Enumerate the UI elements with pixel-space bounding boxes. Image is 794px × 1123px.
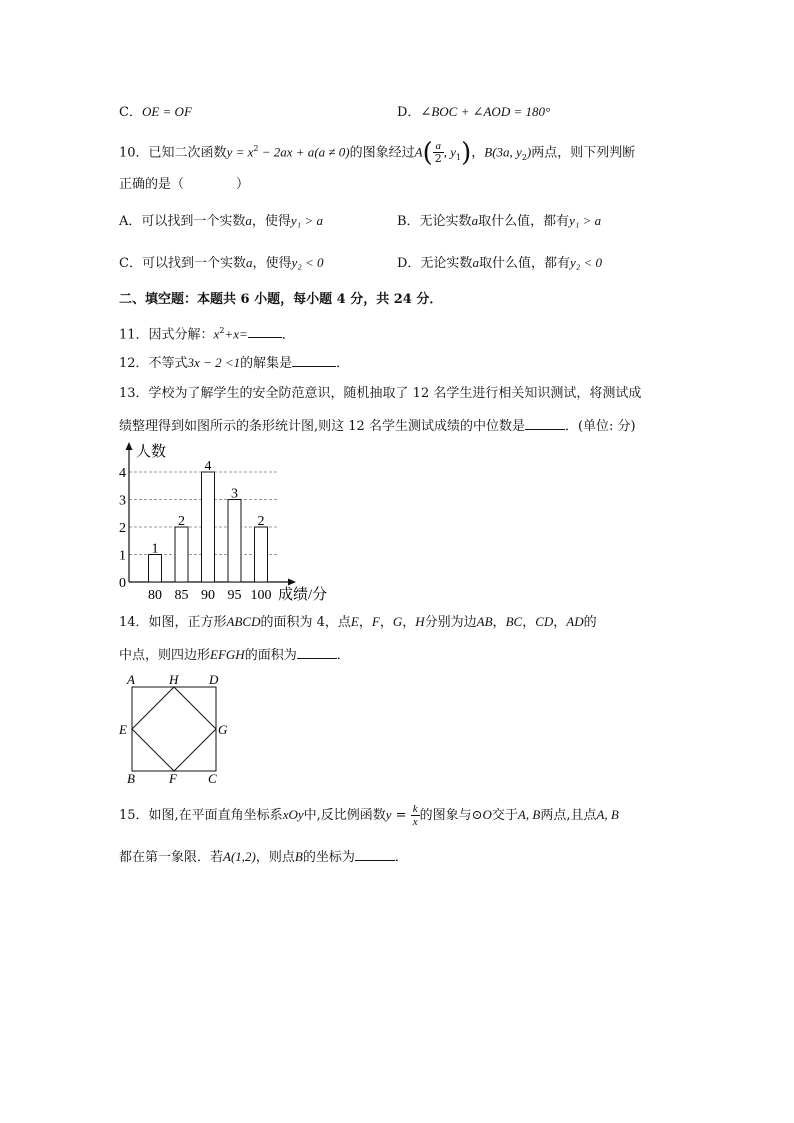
q14-sep-4: ， xyxy=(492,615,506,630)
q15-text-a: 15．如图,在平面直角坐标系 xyxy=(119,808,283,823)
bar xyxy=(255,527,268,582)
y-tick-label: 0 xyxy=(119,576,126,591)
q13-line2 xyxy=(119,416,636,436)
q15-point-b: B xyxy=(294,849,303,864)
bar xyxy=(149,555,162,583)
q10-option-c-text: C．可以找到一个实数 xyxy=(119,256,246,271)
bar xyxy=(202,472,215,582)
q14-answer-blank[interactable] xyxy=(297,645,337,659)
q11-line xyxy=(119,322,295,344)
q10-option-b xyxy=(397,212,601,231)
q15-frac-num: k xyxy=(412,803,418,815)
q10-point-b: B(3a, y xyxy=(484,144,522,160)
x-axis-label: 成绩/分 xyxy=(278,587,328,603)
q10-func-rest: − 2ax + a xyxy=(258,144,315,160)
q14-sep-3: ， xyxy=(402,615,416,630)
label-c: C xyxy=(208,771,217,786)
q14-line2 xyxy=(119,645,350,665)
q9-option-d-label: D． xyxy=(397,105,421,120)
q10-option-b-text: B．无论实数 xyxy=(397,214,472,229)
q15-fraction xyxy=(411,803,420,828)
q15-y: y xyxy=(385,807,392,822)
q14-point-e: E xyxy=(350,614,359,629)
q12-end: ． xyxy=(336,356,350,371)
q14-text-a: 14．如图，正方形 xyxy=(119,615,227,630)
q10-option-a-var: a xyxy=(245,213,252,228)
bar-value-label: 2 xyxy=(257,514,265,529)
q10-fraction xyxy=(433,140,444,165)
y-tick-label: 4 xyxy=(119,466,126,481)
q14-sep-1: ， xyxy=(358,615,372,630)
label-h: H xyxy=(169,672,179,687)
q10-option-c-expr: y₂ < 0 xyxy=(291,255,324,270)
q14-edge-cd: CD xyxy=(535,614,554,629)
q13-answer-blank[interactable] xyxy=(525,416,565,430)
q10-func-y: y xyxy=(226,144,233,160)
q10-func-sq: 2 xyxy=(253,144,259,153)
q10-frac-den: 2 xyxy=(434,152,442,166)
q10-stem-text-b: 的图象经过 xyxy=(349,145,415,161)
q15-answer-blank[interactable] xyxy=(355,847,395,861)
q10-option-d-text: D．无论实数 xyxy=(397,256,473,271)
bar-value-label: 1 xyxy=(151,541,159,557)
q15-text-f: 都在第一象限．若 xyxy=(119,850,224,865)
q13-line2-end: ．(单位: 分) xyxy=(564,419,636,434)
q11-expr-sq: 2 xyxy=(219,326,225,335)
q10-option-b-expr: y₁ > a xyxy=(569,213,602,228)
q14-sep-2: ， xyxy=(379,615,393,630)
x-tick-label: 85 xyxy=(174,588,189,603)
y-axis-arrow-icon xyxy=(126,442,133,450)
q15-ab: A, B xyxy=(517,807,541,822)
q9-option-c-expr: OE = OF xyxy=(141,104,192,119)
q15-text-c: 的图象与 xyxy=(419,808,472,823)
q13-line2-text: 绩整理得到如图所示的条形统计图,则这 12 名学生测试成绩的中位数是 xyxy=(119,419,525,434)
q15-eq: = xyxy=(391,808,411,823)
q15-text-g: ，则点 xyxy=(255,850,295,865)
q15-point-a: A(1,2) xyxy=(223,849,256,864)
section-heading: 二、填空题：本题共 6 小题，每小题 4 分，共 24 分． xyxy=(119,292,443,307)
q9-option-c xyxy=(119,103,192,122)
q14-edge-ab: AB xyxy=(476,614,493,629)
left-paren-icon: ( xyxy=(422,137,433,168)
q14-edge-bc: BC xyxy=(505,614,523,629)
q15-text-e: 两点,且点 xyxy=(540,808,597,823)
q15-line2 xyxy=(119,847,408,867)
q12-text: 12．不等式 xyxy=(119,356,188,371)
bar-value-label: 2 xyxy=(178,514,185,529)
q11-answer-blank[interactable] xyxy=(248,324,282,338)
q9-option-c-label: C． xyxy=(119,105,142,120)
q10-comma: ， xyxy=(471,145,485,161)
q10-stem-text-a: 已知二次函数 xyxy=(148,145,227,161)
q14-end: ． xyxy=(336,648,350,663)
q11-expr-x: x xyxy=(213,326,220,342)
q10-point-b-close: ) xyxy=(526,144,532,160)
q14-text-e: 中点，则四边形 xyxy=(119,648,211,663)
q10-point-a-y: , y xyxy=(443,144,457,160)
q10-option-d-expr: y₂ < 0 xyxy=(569,255,603,270)
q10-option-b-mid: 取什么值，都有 xyxy=(478,214,570,229)
label-f: F xyxy=(169,771,177,786)
y-tick-label: 2 xyxy=(119,521,126,536)
q11-expr-rest: +x= xyxy=(224,326,248,342)
q11-text: 11．因式分解： xyxy=(119,327,214,343)
q12-line xyxy=(119,353,349,373)
q10-number: 10． xyxy=(119,145,149,161)
q14-quad-name: EFGH xyxy=(210,647,245,662)
label-d: D xyxy=(209,672,219,687)
q10-stem-line1 xyxy=(119,132,635,175)
q10-option-a-mid: ，使得 xyxy=(251,214,291,229)
bar xyxy=(175,527,188,582)
x-tick-label: 100 xyxy=(250,588,272,603)
q14-edge-ad: AD xyxy=(566,614,584,629)
q10-stem-line2: 正确的是（ ） xyxy=(119,177,250,192)
q14-sep-5: ， xyxy=(522,615,536,630)
x-tick-label: 90 xyxy=(201,588,215,603)
bar xyxy=(228,500,241,583)
q10-option-a-expr: y₁ > a xyxy=(290,213,323,228)
q14-point-f: F xyxy=(371,614,380,629)
label-b: B xyxy=(127,771,135,786)
label-a: A xyxy=(127,672,135,687)
q10-func-eq: = x xyxy=(232,144,254,160)
q10-option-d-mid: 取什么值，都有 xyxy=(478,256,570,271)
q10-point-a: A xyxy=(414,144,423,160)
q15-text-d: 交于 xyxy=(491,808,518,823)
q10-point-b-sub: 2 xyxy=(521,152,527,162)
q14-line1 xyxy=(119,613,597,632)
q15-frac-den: x xyxy=(412,816,418,828)
bar-value-label: 4 xyxy=(204,459,212,474)
q10-stem-text-c: 两点，则下列判断 xyxy=(531,145,636,161)
q13-line1: 13．学校为了解学生的安全防范意识，随机抽取了 12 名学生进行相关知识测试，将测试成 xyxy=(119,386,642,401)
y-axis-label: 人数 xyxy=(136,444,167,460)
q15-end: ． xyxy=(394,850,408,865)
q15-circle: ⊙O xyxy=(471,807,492,822)
q12-expr: 3x − 2 <1 xyxy=(187,355,241,370)
q9-option-d-expr: ∠BOC + ∠AOD = 180° xyxy=(420,104,551,119)
q14-point-g: G xyxy=(392,614,403,629)
q10-func-cond: (a ≠ 0) xyxy=(314,144,350,160)
bar-chart xyxy=(110,440,340,605)
x-tick-label: 80 xyxy=(148,588,162,603)
q10-option-d-var: a xyxy=(472,255,479,270)
x-tick-label: 95 xyxy=(227,588,242,603)
y-tick-label: 3 xyxy=(119,493,126,509)
q14-point-h: H xyxy=(415,614,425,629)
quadrilateral-efgh xyxy=(132,687,216,771)
x-axis-arrow-icon xyxy=(288,579,296,586)
q15-ab-2: A, B xyxy=(596,807,619,822)
q15-text-h: 的坐标为 xyxy=(302,850,355,865)
q12-answer-blank[interactable] xyxy=(292,353,336,367)
q10-option-c xyxy=(119,254,324,273)
bar-value-label: 3 xyxy=(231,486,238,502)
square-abcd xyxy=(132,687,216,771)
q9-option-d xyxy=(397,103,550,122)
q14-text-f: 的面积为 xyxy=(244,648,297,663)
right-paren-icon: ) xyxy=(461,137,472,168)
label-e: E xyxy=(119,722,127,737)
q10-option-a xyxy=(119,212,323,231)
q14-square-name: ABCD xyxy=(226,614,261,629)
q10-option-c-mid: ，使得 xyxy=(252,256,292,271)
q15-xoy: xOy xyxy=(282,807,304,822)
q11-end: ． xyxy=(281,327,295,343)
q10-option-c-var: a xyxy=(245,255,253,270)
q14-text-d: 的 xyxy=(583,615,597,630)
q10-point-a-sub: 1 xyxy=(456,152,462,162)
q10-frac-num: a xyxy=(433,140,444,153)
square-figure xyxy=(115,672,235,787)
q15-text-b: 中,反比例函数 xyxy=(303,808,386,823)
q10-option-b-var: a xyxy=(471,213,479,228)
q12-rest: 的解集是 xyxy=(240,356,293,371)
q10-option-a-text: A．可以找到一个实数 xyxy=(119,214,246,229)
q15-line1 xyxy=(119,798,619,833)
q14-sep-6: ， xyxy=(553,615,567,630)
q14-text-b: 的面积为 4，点 xyxy=(260,615,351,630)
q14-text-c: 分别为边 xyxy=(424,615,477,630)
label-g: G xyxy=(218,722,228,737)
y-tick-label: 1 xyxy=(119,548,126,564)
q10-option-d xyxy=(397,254,602,273)
